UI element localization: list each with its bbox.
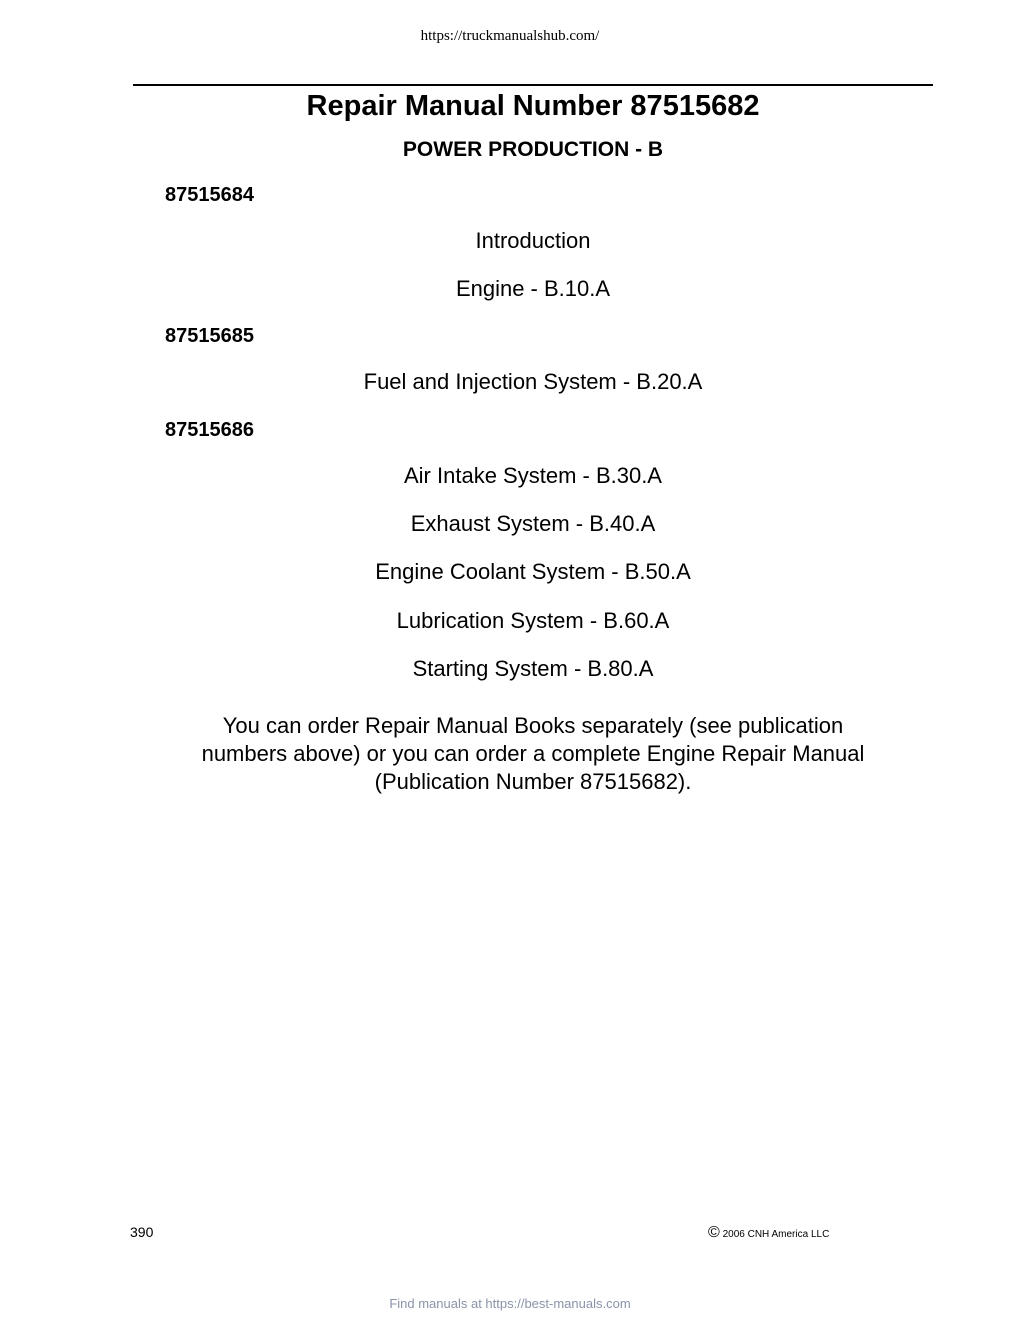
contents-entry-exhaust: Exhaust System - B.40.A	[410, 511, 656, 536]
contents-entry-air-intake: Air Intake System - B.30.A	[404, 463, 662, 488]
contents-entry-lubrication: Lubrication System - B.60.A	[396, 608, 670, 633]
contents-entry-fuel-injection: Fuel and Injection System - B.20.A	[363, 369, 703, 394]
ordering-note	[133, 712, 933, 796]
copyright-icon: ©	[708, 1224, 720, 1241]
contents-entry-introduction: Introduction	[475, 228, 591, 253]
ordering-note-line: numbers above) or you can order a complete Engine Repair Manual	[201, 741, 865, 766]
contents-entry-starting: Starting System - B.80.A	[412, 656, 654, 681]
contents-entry-engine: Engine - B.10.A	[455, 276, 611, 301]
copyright-text: 2006 CNH America LLC	[722, 1229, 830, 1240]
site-footer-link[interactable]: Find manuals at https://best-manuals.com	[389, 1296, 631, 1311]
publication-number-2: 87515685	[165, 325, 254, 347]
ordering-note-line: (Publication Number 87515682).	[374, 769, 692, 794]
page-subtitle: POWER PRODUCTION - B	[402, 138, 664, 161]
page-title: Repair Manual Number 87515682	[306, 90, 760, 122]
page-number: 390	[130, 1224, 154, 1240]
ordering-note-line: You can order Repair Manual Books separately (see publication	[222, 713, 844, 738]
publication-number-1: 87515684	[165, 184, 254, 206]
publication-number-3: 87515686	[165, 419, 254, 441]
header-divider	[133, 84, 933, 86]
contents-entry-engine-coolant: Engine Coolant System - B.50.A	[375, 559, 691, 584]
copyright-notice	[708, 1224, 829, 1242]
header-url[interactable]: https://truckmanualshub.com/	[420, 28, 600, 44]
